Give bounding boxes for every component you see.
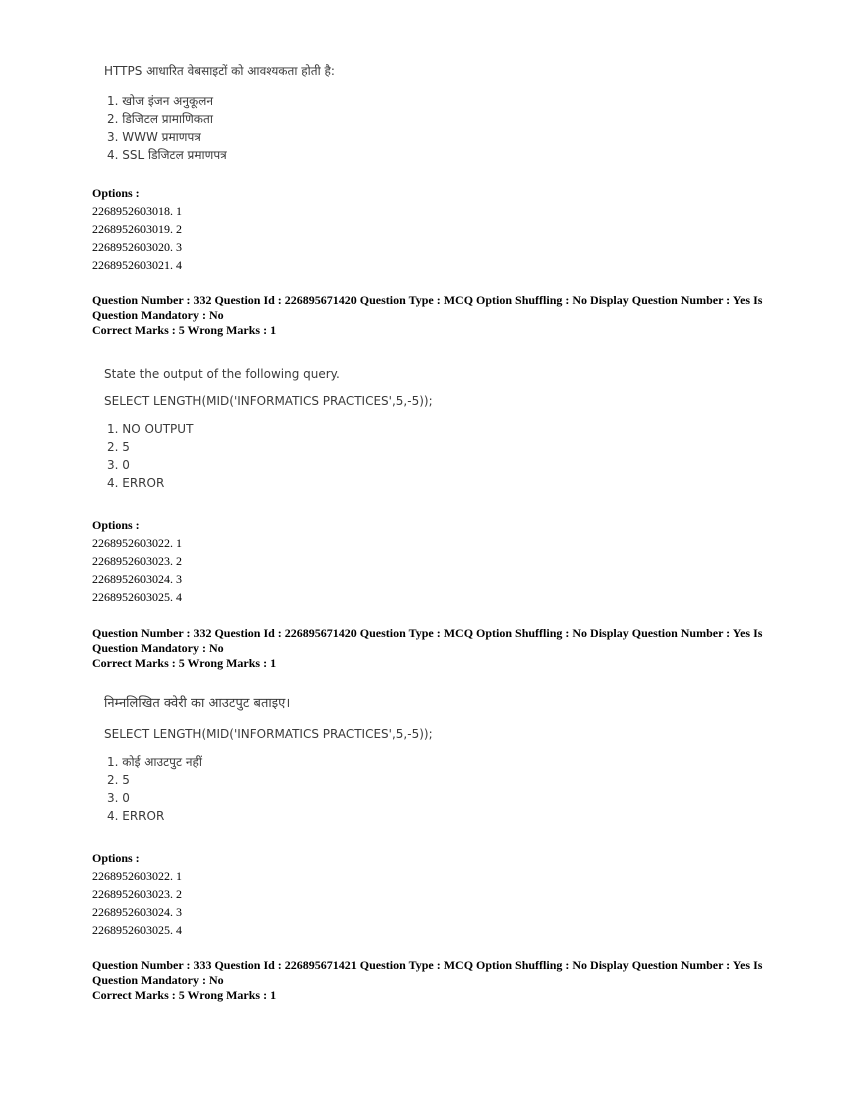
option-id: 2268952603019. 2 — [92, 222, 182, 236]
question-option: 1. कोई आउटपुट नहीं — [107, 755, 203, 769]
option-id: 2268952603024. 3 — [92, 572, 182, 586]
question-option: 1. NO OUTPUT — [107, 422, 194, 436]
option-id: 2268952603024. 3 — [92, 905, 182, 919]
question-marks: Correct Marks : 5 Wrong Marks : 1 — [92, 656, 277, 670]
options-list — [92, 184, 182, 274]
question-option: 4. ERROR — [107, 809, 165, 823]
option-id: 2268952603025. 4 — [92, 923, 182, 937]
question-option: 1. खोज इंजन अनुकूलन — [107, 94, 214, 108]
question-option-list — [104, 420, 433, 492]
options-label: Options : — [92, 518, 140, 532]
question-option: 2. 5 — [107, 440, 130, 454]
question-text: State the output of the following query. — [104, 367, 340, 381]
question-marks: Correct Marks : 5 Wrong Marks : 1 — [92, 988, 277, 1002]
question-header: Question Number : 332 Question Id : 226895671420 Question Type : MCQ Option Shuffling : No Display Question Number : Yes Is Question Mandatory : No — [92, 293, 763, 322]
option-id: 2268952603021. 4 — [92, 258, 182, 272]
option-id: 2268952603022. 1 — [92, 869, 182, 883]
option-id: 2268952603023. 2 — [92, 554, 182, 568]
options-list — [92, 516, 182, 606]
question-option: 3. WWW प्रमाणपत्र — [107, 130, 201, 144]
question-meta — [92, 626, 772, 671]
question-option: 2. डिजिटल प्रामाणिकता — [107, 112, 213, 126]
question-option: 3. 0 — [107, 791, 130, 805]
question-image — [104, 697, 433, 825]
options-label: Options : — [92, 186, 140, 200]
question-option: 4. ERROR — [107, 476, 165, 490]
question-marks: Correct Marks : 5 Wrong Marks : 1 — [92, 323, 277, 337]
question-option: 4. SSL डिजिटल प्रमाणपत्र — [107, 148, 227, 162]
question-text: HTTPS आधारित वेबसाइटों को आवश्यकता होती है: — [104, 64, 335, 78]
question-image — [104, 367, 433, 492]
options-label: Options : — [92, 851, 140, 865]
option-id: 2268952603022. 1 — [92, 536, 182, 550]
option-id: 2268952603020. 3 — [92, 240, 182, 254]
question-header: Question Number : 332 Question Id : 226895671420 Question Type : MCQ Option Shuffling : No Display Question Number : Yes Is Question Mandatory : No — [92, 626, 763, 655]
question-header: Question Number : 333 Question Id : 226895671421 Question Type : MCQ Option Shuffling : No Display Question Number : Yes Is Question Mandatory : No — [92, 958, 763, 987]
question-option-list — [104, 92, 335, 164]
query-text: SELECT LENGTH(MID('INFORMATICS PRACTICES',5,-5)); — [104, 394, 433, 408]
question-text: निम्नलिखित क्वेरी का आउटपुट बताइए। — [104, 696, 291, 711]
options-list — [92, 849, 182, 939]
question-meta — [92, 958, 772, 1003]
question-option: 3. 0 — [107, 458, 130, 472]
question-option-list — [104, 753, 433, 825]
query-text: SELECT LENGTH(MID('INFORMATICS PRACTICES',5,-5)); — [104, 727, 433, 741]
question-option: 2. 5 — [107, 773, 130, 787]
question-meta — [92, 293, 772, 338]
question-image — [104, 64, 335, 164]
option-id: 2268952603023. 2 — [92, 887, 182, 901]
option-id: 2268952603018. 1 — [92, 204, 182, 218]
option-id: 2268952603025. 4 — [92, 590, 182, 604]
